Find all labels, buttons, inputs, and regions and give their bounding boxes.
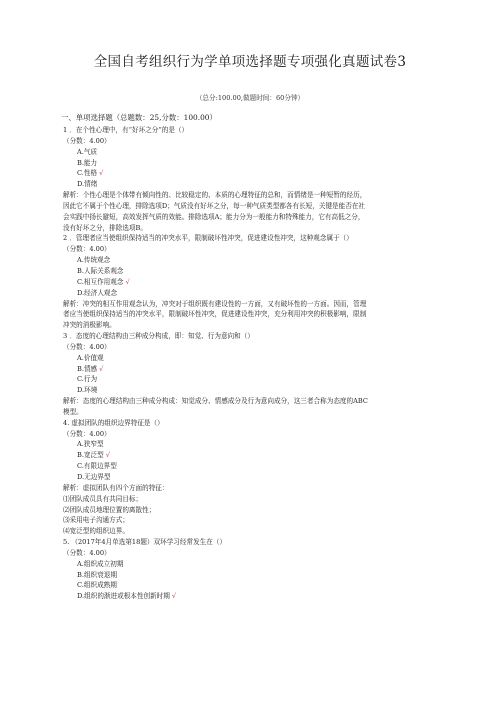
answer-option bbox=[61, 580, 449, 591]
answer-option bbox=[61, 364, 449, 375]
answer-option-label: B.组织衰退期 bbox=[77, 570, 117, 579]
question-stem: 1 ．在个性心理中，有“好坏之分”的是（） bbox=[63, 126, 189, 134]
explanation-line: 因此它不属于个性心理，排除选项D；气质没有好坏之分，每一种气质类型都各有长短，关键是能否在社 bbox=[63, 201, 366, 210]
answer-option bbox=[61, 374, 449, 385]
correct-check-icon: √ bbox=[99, 364, 104, 373]
question-stem: 3 ．态度的心理结构由三种成分构成，即：知觉、行为意向和（） bbox=[63, 332, 254, 341]
question-score: （分数：4.00） bbox=[63, 245, 111, 254]
answer-option-label: D.情绪 bbox=[77, 180, 98, 189]
explanation-line: 解析：虚拟团队有四个方面的特征： bbox=[63, 483, 169, 492]
answer-option bbox=[61, 168, 449, 179]
explanation-line: ⑶采用电子沟通方式； bbox=[63, 516, 129, 525]
explanation-line: 者应当使组织保持适当的冲突水平，限制破坏性冲突，促进建设性冲突，充分利用冲突的积极影响，限制 bbox=[63, 310, 367, 319]
explanation-line: 冲突的消极影响。 bbox=[63, 321, 116, 330]
answer-option-label: A.传统观念 bbox=[77, 256, 111, 265]
question-stem: 4. 虚拟团队的组织边界特征是（） bbox=[63, 418, 164, 427]
section-header: 一、单项选择题（总题数：25,分数：100.00） bbox=[61, 113, 217, 122]
question-item bbox=[61, 418, 449, 537]
question-item bbox=[61, 125, 449, 233]
answer-option bbox=[61, 591, 449, 602]
answer-option bbox=[61, 179, 449, 190]
answer-option-label: C.行为 bbox=[77, 375, 98, 384]
answer-option bbox=[61, 158, 449, 169]
question-score: （分数：4.00） bbox=[63, 429, 111, 438]
question-item bbox=[61, 233, 449, 331]
answer-option bbox=[61, 266, 449, 277]
explanation-line: ⑴团队成员具有共同目标； bbox=[63, 494, 143, 503]
question-item bbox=[61, 537, 449, 602]
answer-option bbox=[61, 559, 449, 570]
correct-check-icon: √ bbox=[99, 169, 104, 178]
explanation-line: ⑵团队成员地理位置的离散性； bbox=[63, 505, 156, 514]
answer-option-label: D.组织的渐进或根本性创新时期 bbox=[77, 592, 170, 601]
answer-option-label: D.环境 bbox=[77, 386, 98, 395]
answer-option-label: B.情感 bbox=[77, 364, 98, 373]
answer-option-label: B.人际关系观念 bbox=[77, 266, 124, 275]
explanation-line: 解析：个性心理是个体带有倾向性的、比较稳定的、本质的心理特征的总和，而情绪是一种短暂的经历， bbox=[63, 191, 367, 200]
answer-option bbox=[61, 288, 449, 299]
answer-option bbox=[61, 570, 449, 581]
answer-option-label: A.气质 bbox=[77, 147, 98, 156]
answer-option bbox=[61, 439, 449, 450]
correct-check-icon: √ bbox=[171, 592, 177, 601]
question-item bbox=[61, 331, 449, 418]
explanation-line: 模型。 bbox=[63, 407, 83, 416]
answer-option-label: C.组织成熟期 bbox=[77, 581, 117, 590]
explanation-line: ⑷宽泛型的组织边界。 bbox=[63, 527, 129, 536]
answer-option-label: C.有限边界型 bbox=[77, 462, 117, 471]
answer-option bbox=[61, 385, 449, 396]
answer-option-label: B.能力 bbox=[77, 158, 98, 167]
explanation-line: 解析：冲突的相互作用观念认为，冲突对于组织既有建设性的一方面，又有破坏性的一方面。因而，管理 bbox=[63, 299, 367, 308]
explanation-line: 没有好坏之分，排除选项B。 bbox=[63, 223, 147, 232]
answer-option bbox=[61, 147, 449, 158]
question-stem: 2 ．管理者应当使组织保持适当的冲突水平，限制破坏性冲突，促进建设性冲突，这种观念属于（） bbox=[63, 234, 353, 243]
answer-option bbox=[61, 461, 449, 472]
page-title: 全国自考组织行为学单项选择题专项强化真题试卷3 bbox=[93, 54, 407, 70]
answer-option-label: B.宽泛型 bbox=[77, 451, 104, 460]
question-score: （分数：4.00） bbox=[63, 342, 111, 351]
answer-option bbox=[61, 255, 449, 266]
answer-option-label: A.狭窄型 bbox=[77, 440, 104, 449]
answer-option-label: D.无边界型 bbox=[77, 473, 111, 481]
explanation-line: 解析：态度的心理结构由三种成分构成：知觉成分、情感成分及行为意向成分，这三者合称为态度的ABC bbox=[63, 397, 368, 406]
question-list bbox=[61, 111, 449, 602]
answer-option-label: D.经济人观念 bbox=[77, 288, 118, 297]
answer-option-label: C.性格 bbox=[77, 169, 98, 178]
answer-option bbox=[61, 277, 449, 288]
correct-check-icon: √ bbox=[105, 451, 110, 460]
answer-option-label: C.相互作用观念 bbox=[77, 277, 124, 286]
answer-option-label: A.组织成立初期 bbox=[77, 559, 124, 568]
correct-check-icon: √ bbox=[125, 277, 130, 286]
answer-option bbox=[61, 353, 449, 364]
exam-meta: （总分:100.00,做题时间：60分钟） bbox=[195, 94, 305, 102]
answer-option bbox=[61, 450, 449, 461]
question-score: （分数：4.00） bbox=[63, 136, 111, 145]
question-stem: 5. （2017年4月单选第18题）双环学习经常发生在（） bbox=[63, 538, 227, 547]
answer-option-label: A.价值观 bbox=[77, 353, 104, 362]
explanation-line: 会实践中扬长避短，高效发挥气质的效能。排除选项A；能力分为一般能力和特殊能力，它有高低之分， bbox=[63, 212, 365, 221]
question-score: （分数：4.00） bbox=[63, 548, 111, 557]
answer-option bbox=[61, 472, 449, 483]
